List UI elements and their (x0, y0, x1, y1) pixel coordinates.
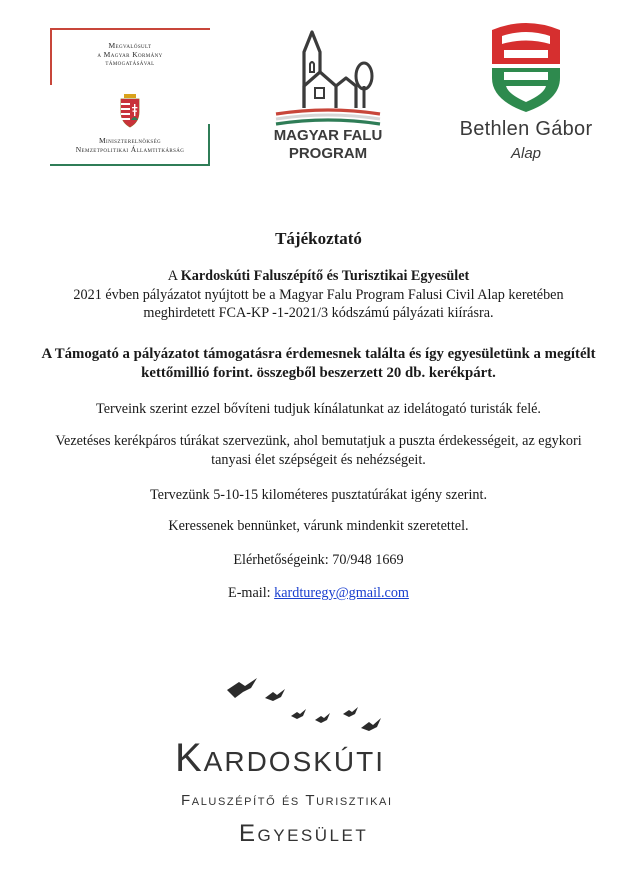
gov-logo-bottom-line-1: Miniszterelnökség (98, 136, 162, 145)
email-contact (20, 584, 617, 603)
gov-logo-top-line-3: támogatásával (105, 58, 155, 67)
intro-prefix: A (167, 268, 181, 284)
mfp-logo-line-1: MAGYAR FALU (273, 127, 383, 144)
gov-logo-bottom-line-2: Nemzetpolitikai Államtitkárság (75, 145, 185, 154)
email-link[interactable]: kardturegy@gmail.com (274, 585, 409, 601)
bga-logo-name: Bethlen Gábor (459, 118, 593, 140)
mfp-logo-line-2: PROGRAM (288, 145, 368, 162)
grant-line-1: A Támogató a pályázatot támogatásra érdemesnek találta és így egyesületünk a megítélt (41, 346, 596, 362)
kardoskuti-logo-subtitle: Faluszépítő és Turisztikai (181, 792, 393, 809)
phone-number: 70/948 1669 (332, 552, 404, 568)
bethlen-gabor-alap-logo (446, 20, 606, 175)
phone-label: Elérhetőségeink: (233, 552, 329, 568)
plans-paragraph: Terveink szerint ezzel bővíteni tudjuk kínálatunkat az idelátogató turisták felé. (96, 401, 541, 417)
intro-line-1 (20, 267, 617, 286)
email-label: E-mail: (228, 585, 271, 601)
gov-logo-top-text (50, 42, 210, 68)
grant-line-2: kettőmillió forint. összegből beszerzett 20 db. kerékpárt. (141, 365, 496, 381)
tours-line-2: tanyasi élet szépségeit és nehézségeit. (211, 451, 426, 468)
kardoskuti-logo-name: Kardoskúti (175, 736, 386, 780)
grant-paragraph (20, 345, 617, 383)
kardoskuti-logo-association: Egyesület (239, 820, 369, 847)
village-church-house-tree-icon (270, 28, 386, 128)
magyar-falu-program-logo (270, 28, 386, 168)
gov-logo-top-line-1: Megvalósult (108, 41, 152, 50)
tours-line-1: Vezetéses kerékpáros túrákat szervezünk, ahol bemutatjuk a puszta érdekességeit, az egykori (55, 433, 582, 449)
shield-red-green-icon (488, 20, 564, 114)
document-title: Tájékoztató (275, 229, 362, 248)
hungarian-coat-of-arms-icon (118, 94, 142, 128)
phone-contact (20, 551, 617, 570)
government-support-logo (50, 28, 210, 166)
tours-paragraph (20, 432, 617, 469)
distance-paragraph: Tervezünk 5-10-15 kilométeres pusztatúrákat igény szerint. (149, 487, 488, 503)
intro-paragraph (20, 267, 617, 323)
intro-line-2: 2021 évben pályázatot nyújtott be a Magyar Falu Program Falusi Civil Alap keretében (73, 286, 564, 303)
intro-line-3: meghirdetett FCA-KP -1-2021/3 kódszámú pályázati kiírásra. (143, 305, 494, 321)
gov-logo-bottom-text (50, 136, 210, 154)
gov-logo-top-line-2: a Magyar Kormány (97, 49, 163, 59)
invitation-paragraph: Keressenek bennünket, várunk mindenkit szeretettel. (168, 518, 469, 534)
organization-name: Kardoskúti Faluszépítő és Turisztikai Egyesület (180, 268, 470, 284)
bga-logo-sub: Alap (510, 145, 542, 162)
kardoskuti-association-logo (165, 676, 475, 876)
